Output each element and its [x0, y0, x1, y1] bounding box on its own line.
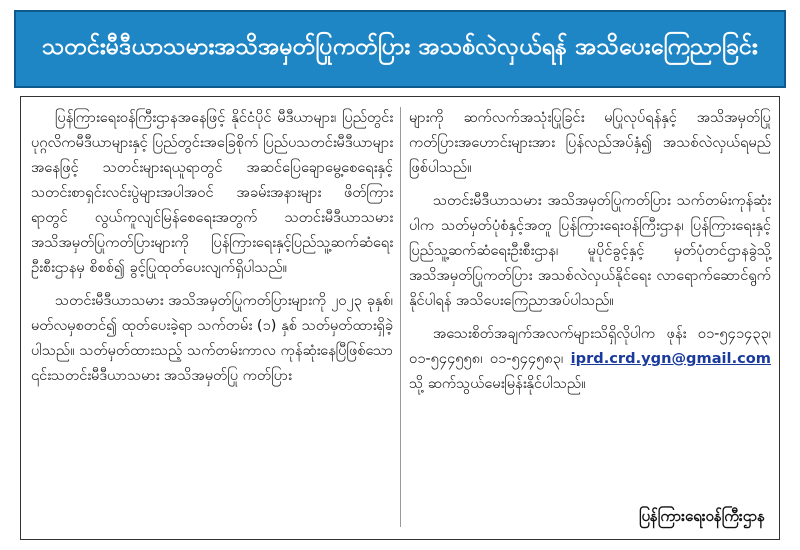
paragraph-replacement: များကို ဆက်လက်အသုံးပြုခြင်း မပြုလုပ်ရန်နှင့် အသိအမှတ်ပြုကတ်ပြားအဟောင်းများအား ပြန်လည်အပ်နှံ၍ အသစ်လဲလှယ်ရမည်ဖြစ်ပါသည်။ [409, 109, 771, 176]
column-divider [400, 107, 401, 527]
contact-email-link[interactable]: iprd.crd.ygn@gmail.com [570, 350, 771, 367]
contact-phones: အသေးစိတ်အချက်အလက်များသိရှိလိုပါက ဖုန်း ၀၁-၅၄၁၄၃၃၊ ၀၁-၅၄၄၅၅၈၊ ၀၁-၅၄၄၅၈၃၊ [409, 325, 771, 367]
paragraph-intro: ပြန်ကြားရေးဝန်ကြီးဌာနအနေဖြင့် နိုင်ငံပိုင် မီဒီယာများ၊ ပြည်တွင်းပုဂ္ဂလိကမီဒီယာများနှင့် ပြည်တွင်းအခြေစိုက် ပြည်ပသတင်းမီဒီယာများအနေဖြင့် သတင်းများရယူရာတွင် အဆင်ပြေချောမွေ့စေရေးနှင့် သတင်းစာရှင်းလင်းပွဲများအပါအဝင် အခမ်းအနားများ ဖိတ်ကြားရာတွင် လွယ်ကူလျင်မြန်စေရေးအတွက် သတင်းမီဒီယာသမား အသိအမှတ်ပြုကတ်ပြားများကို ပြန်ကြားရေးနှင့်ပြည်သူ့ဆက်ဆံရေးဦးစီးဌာနမှ စိစစ်၍ ခွင့်ပြုထုတ်ပေးလျက်ရှိပါသည်။ [31, 109, 393, 276]
left-column [31, 105, 393, 396]
paragraph-procedure: သတင်းမီဒီယာသမား အသိအမှတ်ပြုကတ်ပြား သက်တမ်းကုန်ဆုံးပါက သတ်မှတ်ပုံစံနှင့်အတူ ပြန်ကြားရေးဝန်ကြီးဌာန၊ ပြန်ကြားရေးနှင့်ပြည်သူ့ဆက်ဆံရေးဦးစီးဌာန၊ မူပိုင်ခွင့်နှင့် မှတ်ပုံတင်ဌာနခွဲသို့ အသိအမှတ်ပြုကတ်ပြား အသစ်လဲလှယ်နိုင်ရေး လာရောက်ဆောင်ရွက်နိုင်ပါရန် အသိပေးကြေညာအပ်ပါသည်။ [409, 192, 771, 309]
paragraph-validity: သတင်းမီဒီယာသမား အသိအမှတ်ပြုကတ်ပြားများကို ၂၀၂၃ ခုနှစ်၊ မတ်လမှစတင်၍ ထုတ်ပေးခဲ့ရာ သက်တမ်း (၁) နှစ် သတ်မှတ်ထားရှိခဲ့ပါသည်။ သတ်မှတ်ထားသည့် သက်တမ်းကာလ ကုန်ဆုံးနေပြီဖြစ်သော ၎င်းသတင်းမီဒီယာသမား အသိအမှတ်ပြု ကတ်ပြား [31, 292, 393, 384]
right-column [409, 105, 771, 404]
page-title: သတင်းမီဒီယာသမားအသိအမှတ်ပြုကတ်ပြား အသစ်လဲလှယ်ရန် အသိပေးကြေညာခြင်း [42, 34, 758, 60]
signature-ministry: ပြန်ကြားရေးဝန်ကြီးဌာန [638, 507, 765, 525]
paragraph-contact [409, 321, 771, 396]
announcement-body [20, 96, 780, 540]
title-banner [14, 10, 786, 88]
contact-closing: သို့ ဆက်သွယ်မေးမြန်းနိုင်ပါသည်။ [409, 375, 586, 392]
